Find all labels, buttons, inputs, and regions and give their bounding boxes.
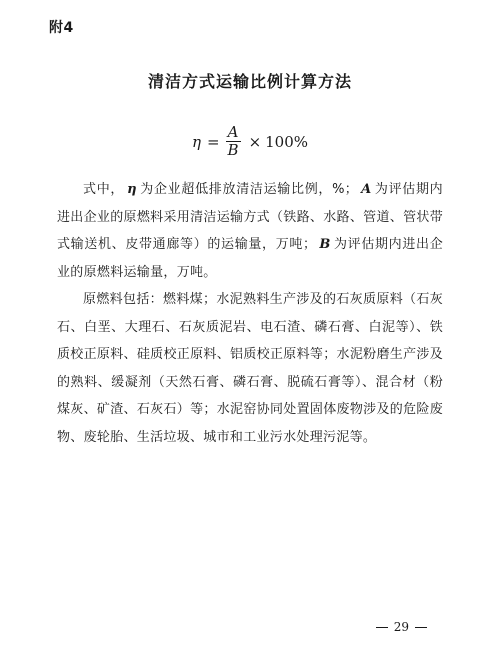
definition-text-2: 为企业超低排放清洁运输比例，%； (139, 182, 359, 197)
page-number-value: 29 (393, 620, 409, 634)
body-text (57, 176, 443, 451)
variable-a: A (361, 182, 372, 197)
document-title: 清洁方式运输比例计算方法 (147, 72, 352, 91)
definition-paragraph (57, 176, 443, 286)
formula-numerator: A (227, 123, 239, 141)
formula-denominator: B (227, 141, 239, 159)
page-dash-right (415, 627, 427, 628)
page-number (376, 620, 427, 634)
formula-eta: η (191, 132, 201, 151)
formula-times: × (248, 132, 262, 151)
raw-materials-paragraph: 原燃料包括：燃料煤；水泥熟料生产涉及的石灰质原料（石灰石、白垩、大理石、石灰质泥岩、电石渣、磷石膏、白泥等）、铁质校正原料、硅质校正原料、铝质校正原料等；水泥粉磨生产涉及的熟料、缓凝剂（天然石膏、磷石膏、脱硫石膏等）、混合材（粉煤灰、矿渣、石灰石）等；水泥窑协同处置固体废物涉及的危险废物、废轮胎、生活垃圾、城市和工业污水处理污泥等。 (57, 292, 443, 445)
definition-text-3: 为评估期内进出企业的原燃料采用清洁运输方式（铁路、水路、管道、管状带式输送机、皮带通廊等）的运输量，万吨； (57, 182, 443, 252)
formula (0, 124, 500, 159)
formula-fraction (226, 124, 241, 159)
attachment-label: 附4 (49, 20, 74, 36)
formula-equals: = (206, 132, 220, 151)
variable-eta: η (127, 182, 137, 197)
definition-text-4: 为评估期内进出企业的原燃料运输量，万吨。 (57, 237, 443, 280)
page-dash-left (376, 627, 388, 628)
variable-b: B (319, 237, 331, 252)
definition-text-1: 式中， (83, 182, 125, 197)
formula-percent: 100% (265, 132, 309, 151)
